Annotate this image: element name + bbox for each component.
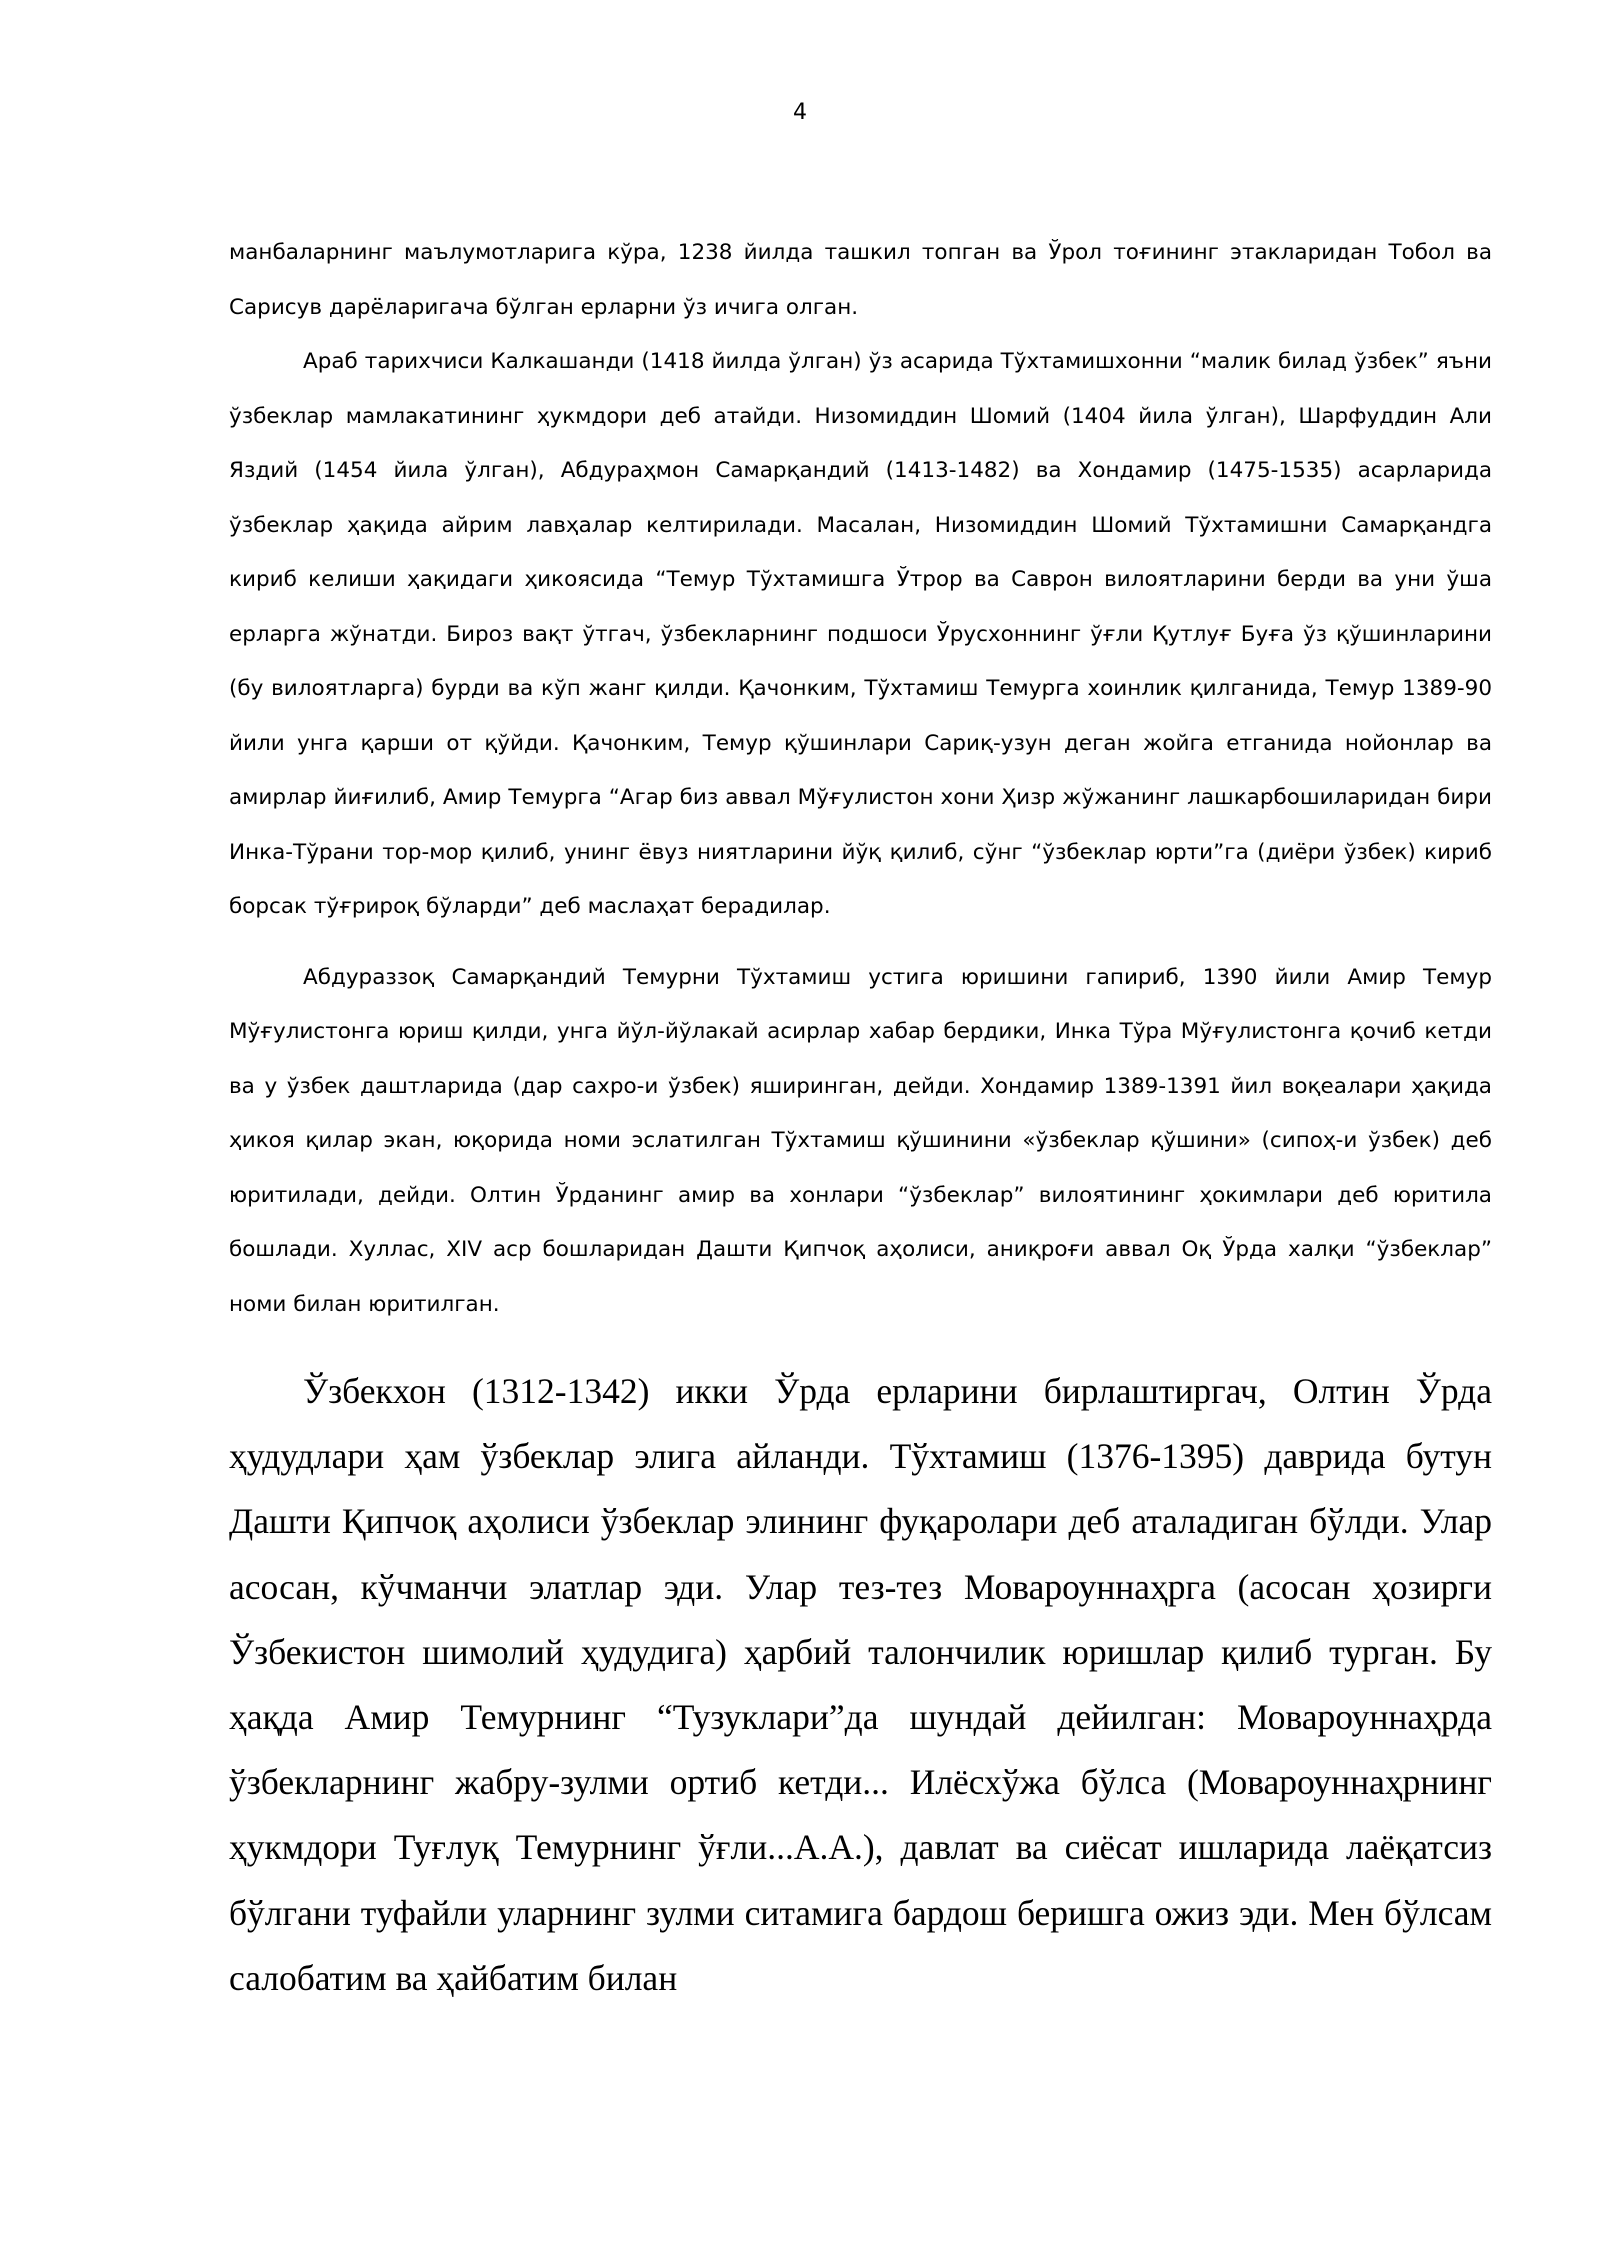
paragraph-uzbekkhon: Ўзбекхон (1312-1342) икки Ўрда ерларини бирлаштиргач, Олтин Ўрда ҳудудлари ҳам ўзбеклар элига айланди. Тўхтамиш (1376-1395) даврида бутун Дашти Қипчоқ аҳолиси ўзбеклар элининг фуқаролари деб аталадиган бўлди. Улар асосан, кўчманчи элатлар эди. Улар тез-тез Мовароуннаҳрга (асосан ҳозирги Ўзбекистон шимолий ҳудудига) ҳарбий талончилик юришлар қилиб турган. Бу ҳақда Амир Темурнинг “Тузуклари”да шундай дейилган: Мовароуннаҳрда ўзбекларнинг жабру-зулми ортиб кетди... Илёсхўжа бўлса (Мовароуннаҳрнинг ҳукмдори Туғлуқ Темурнинг ўғли...А.А.), давлат ва сиёсат ишларида лаёқатсиз бўлгани туфайли уларнинг зулми ситамига бардош беришга ожиз эди. Мен бўлсам салобатим ва ҳайбатим билан: [229, 1371, 1492, 1998]
paragraph-arab-historian: Араб тарихчиси Калкашанди (1418 йилда ўлган) ўз асарида Тўхтамишхонни “малик билад ўзбек” яъни ўзбеклар мамлакатининг ҳукмдори деб атайди. Низомиддин Шомий (1404 йила ўлган), Шарфуддин Али Яздий (1454 йила ўлган), Абдураҳмон Самарқандий (1413-1482) ва Хондамир (1475-1535) асарларида ўзбеклар ҳақида айрим лавҳалар келтирилади. Масалан, Низомиддин Шомий Тўхтамишни Самарқандга кириб келиши ҳақидаги ҳикоясида “Темур Тўхтамишга Ўтрор ва Саврон вилоятларини берди ва уни ўша ерларга жўнатди. Бироз вақт ўтгач, ўзбекларнинг подшоси Ўрусхоннинг ўғли Қутлуғ Буға ўз қўшинларини (бу вилоятларга) бурди ва кўп жанг қилди. Қачонким, Тўхтамиш Темурга хоинлик қилганида, Темур 1389-90 йили унга қарши от қўйди. Қачонким, Темур қўшинлари Сариқ-узун деган жойга етганида нойонлар ва амирлар йиғилиб, Амир Темурга “Агар биз аввал Мўғулистон хони Ҳизр жўжанинг лашкарбошиларидан бири Инка-Тўрани тор-мор қилиб, унинг ёвуз ниятларини йўқ қилиб, сўнг “ўзбеклар юрти”га (диёри ўзбек) кириб борсак тўғрироқ бўларди” деб маслаҳат берадилар.: [229, 349, 1492, 919]
paragraph-spacer: [229, 935, 1492, 951]
paragraph-continuation: манбаларнинг маълумотларига кўра, 1238 йилда ташкил топган ва Ўрол тоғининг этакларидан Тобол ва Сарисув дарёларигача бўлган ерларни ўз ичига олган.: [229, 240, 1492, 320]
paragraph-abdurazzoq: Абдураззоқ Самарқандий Темурни Тўхтамиш устига юришини гапириб, 1390 йили Амир Темур Мўғулистонга юриш қилди, унга йўл-йўлакай асирлар хабар бердики, Инка Тўра Мўғулистонга қочиб кетди ва у ўзбек даштларида (дар сахро-и ўзбек) яширинган, дейди. Хондамир 1389-1391 йил воқеалари ҳақида ҳикоя қилар экан, юқорида номи эслатилган Тўхтамиш қўшинини «ўзбеклар қўшини» (сипоҳ-и ўзбек) деб юритилади, дейди. Олтин Ўрданинг амир ва хонлари “ўзбеклар” вилоятининг ҳокимлари деб юритила бошлади. Хуллас, XIV аср бошларидан Дашти Қипчоқ аҳолиси, аниқроғи аввал Оқ Ўрда халқи “ўзбеклар” номи билан юритилган.: [229, 964, 1492, 1317]
paragraph-spacer: [229, 1332, 1492, 1359]
page-number: 4: [793, 100, 807, 125]
document-body: [229, 226, 1492, 2011]
